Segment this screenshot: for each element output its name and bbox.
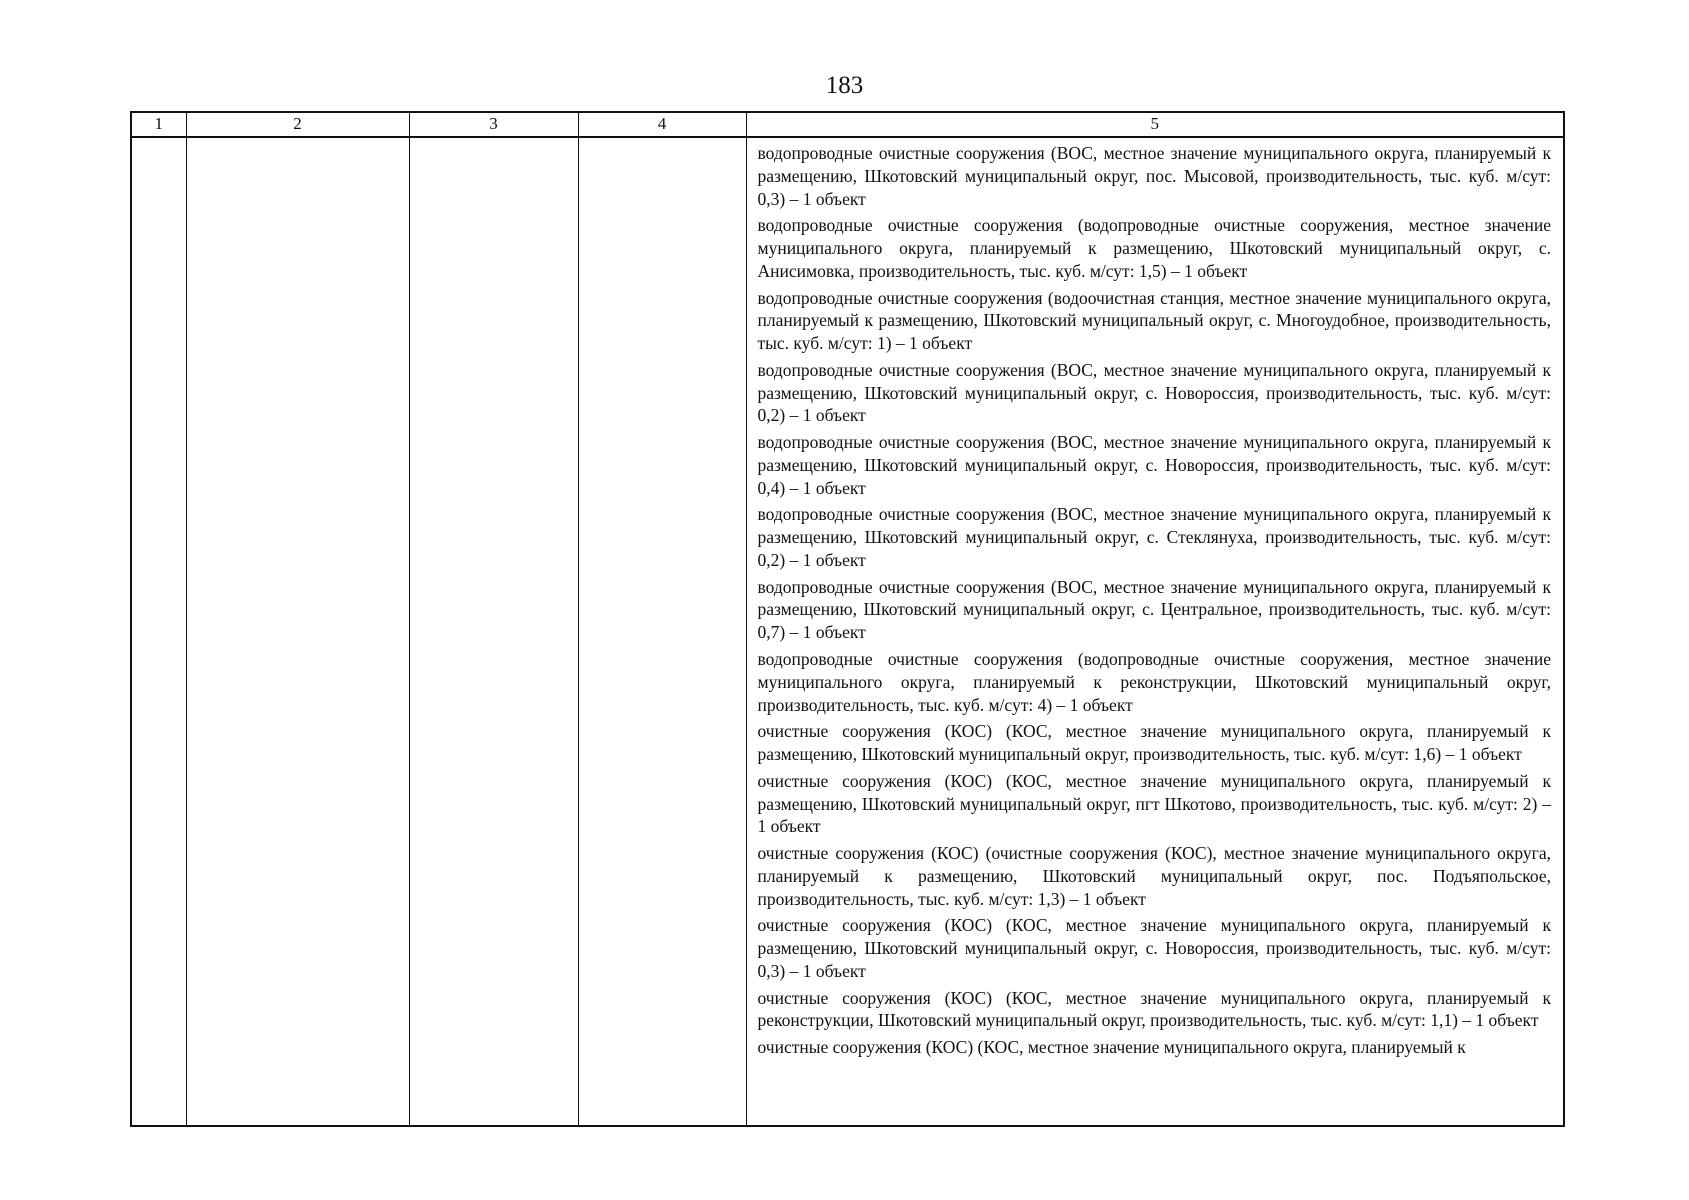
list-item: очистные сооружения (КОС) (КОС, местное значение муниципального округа, планируемый к размещению, Шкотовский муниципальный округ, с. Новороссия, производительность, тыс. куб. м/сут: 0,3) – 1 объект — [757, 915, 1551, 981]
list-item: очистные сооружения (КОС) (КОС, местное значение муниципального округа, планируемый к — [757, 1037, 1466, 1058]
header-cell-1: 1 — [131, 112, 186, 137]
list-item: водопроводные очистные сооружения (водопроводные очистные сооружения, местное значение муниципального округа, планируемый к реконструкции, Шкотовский муниципальный округ, производительность, тыс. куб. м/сут: 4) – 1 объект — [757, 648, 1551, 715]
list-item: водопроводные очистные сооружения (водопроводные очистные сооружения, местное значение муниципального округа, планируемый к размещению, Шкотовский муниципальный округ, с. Анисимовка, производительность, тыс. куб. м/сут: 1,5) – 1 объект — [757, 215, 1551, 281]
list-item: очистные сооружения (КОС) (КОС, местное значение муниципального округа, планируемый к размещению, Шкотовский муниципальный округ, производительность, тыс. куб. м/сут: 1,6) – 1 объект — [757, 721, 1551, 765]
page-number: 183 — [825, 72, 864, 99]
table-row — [131, 137, 1564, 1126]
header-cell-2: 2 — [186, 112, 409, 137]
header-cell-3: 3 — [409, 112, 578, 137]
list-item: водопроводные очистные сооружения (ВОС, местное значение муниципального округа, планируемый к размещению, Шкотовский муниципальный округ, с. Новороссия, производительность, тыс. куб. м/сут: 0,2) – 1 объект — [757, 359, 1551, 426]
list-item: водопроводные очистные сооружения (ВОС, местное значение муниципального округа, планируемый к размещению, Шкотовский муниципальный округ, с. Стеклянуха, производительность, тыс. куб. м/сут: 0,2) – 1 объект — [757, 504, 1551, 570]
cell-col-2 — [186, 137, 409, 1126]
list-item: очистные сооружения (КОС) (КОС, местное значение муниципального округа, планируемый к размещению, Шкотовский муниципальный округ, пгт Шкотово, производительность, тыс. куб. м/сут: 2) – 1 объект — [757, 770, 1551, 837]
table-header-row — [131, 112, 1564, 137]
cell-col-3 — [409, 137, 578, 1126]
cell-col-5 — [746, 137, 1564, 1126]
list-item: водопроводные очистные сооружения (ВОС, местное значение муниципального округа, планируемый к размещению, Шкотовский муниципальный округ, с. Центральное, производительность, тыс. куб. м/сут: 0,7) – 1 объект — [757, 576, 1551, 643]
data-table — [130, 111, 1565, 1127]
entries-list — [747, 138, 1564, 1059]
list-item: водопроводные очистные сооружения (ВОС, местное значение муниципального округа, планируемый к размещению, Шкотовский муниципальный округ, пос. Мысовой, производительность, тыс. куб. м/сут: 0,3) – 1 объект — [757, 143, 1551, 209]
list-item: водопроводные очистные сооружения (ВОС, местное значение муниципального округа, планируемый к размещению, Шкотовский муниципальный округ, с. Новороссия, производительность, тыс. куб. м/сут: 0,4) – 1 объект — [757, 432, 1551, 498]
cell-col-4 — [578, 137, 746, 1126]
list-item: очистные сооружения (КОС) (КОС, местное значение муниципального округа, планируемый к реконструкции, Шкотовский муниципальный округ, производительность, тыс. куб. м/сут: 1,1) – 1 объект — [757, 987, 1551, 1031]
cell-col-1 — [131, 137, 186, 1126]
header-cell-5: 5 — [746, 112, 1564, 137]
list-item: очистные сооружения (КОС) (очистные сооружения (КОС), местное значение муниципального округа, планируемый к размещению, Шкотовский муниципальный округ, пос. Подъяпольское, производительность, тыс. куб. м/сут: 1,3) – 1 объект — [757, 843, 1551, 909]
header-cell-4: 4 — [578, 112, 746, 137]
list-item: водопроводные очистные сооружения (водоочистная станция, местное значение муниципального округа, планируемый к размещению, Шкотовский муниципальный округ, с. Многоудобное, производительность, тыс. куб. м/сут: 1) – 1 объект — [757, 287, 1551, 354]
